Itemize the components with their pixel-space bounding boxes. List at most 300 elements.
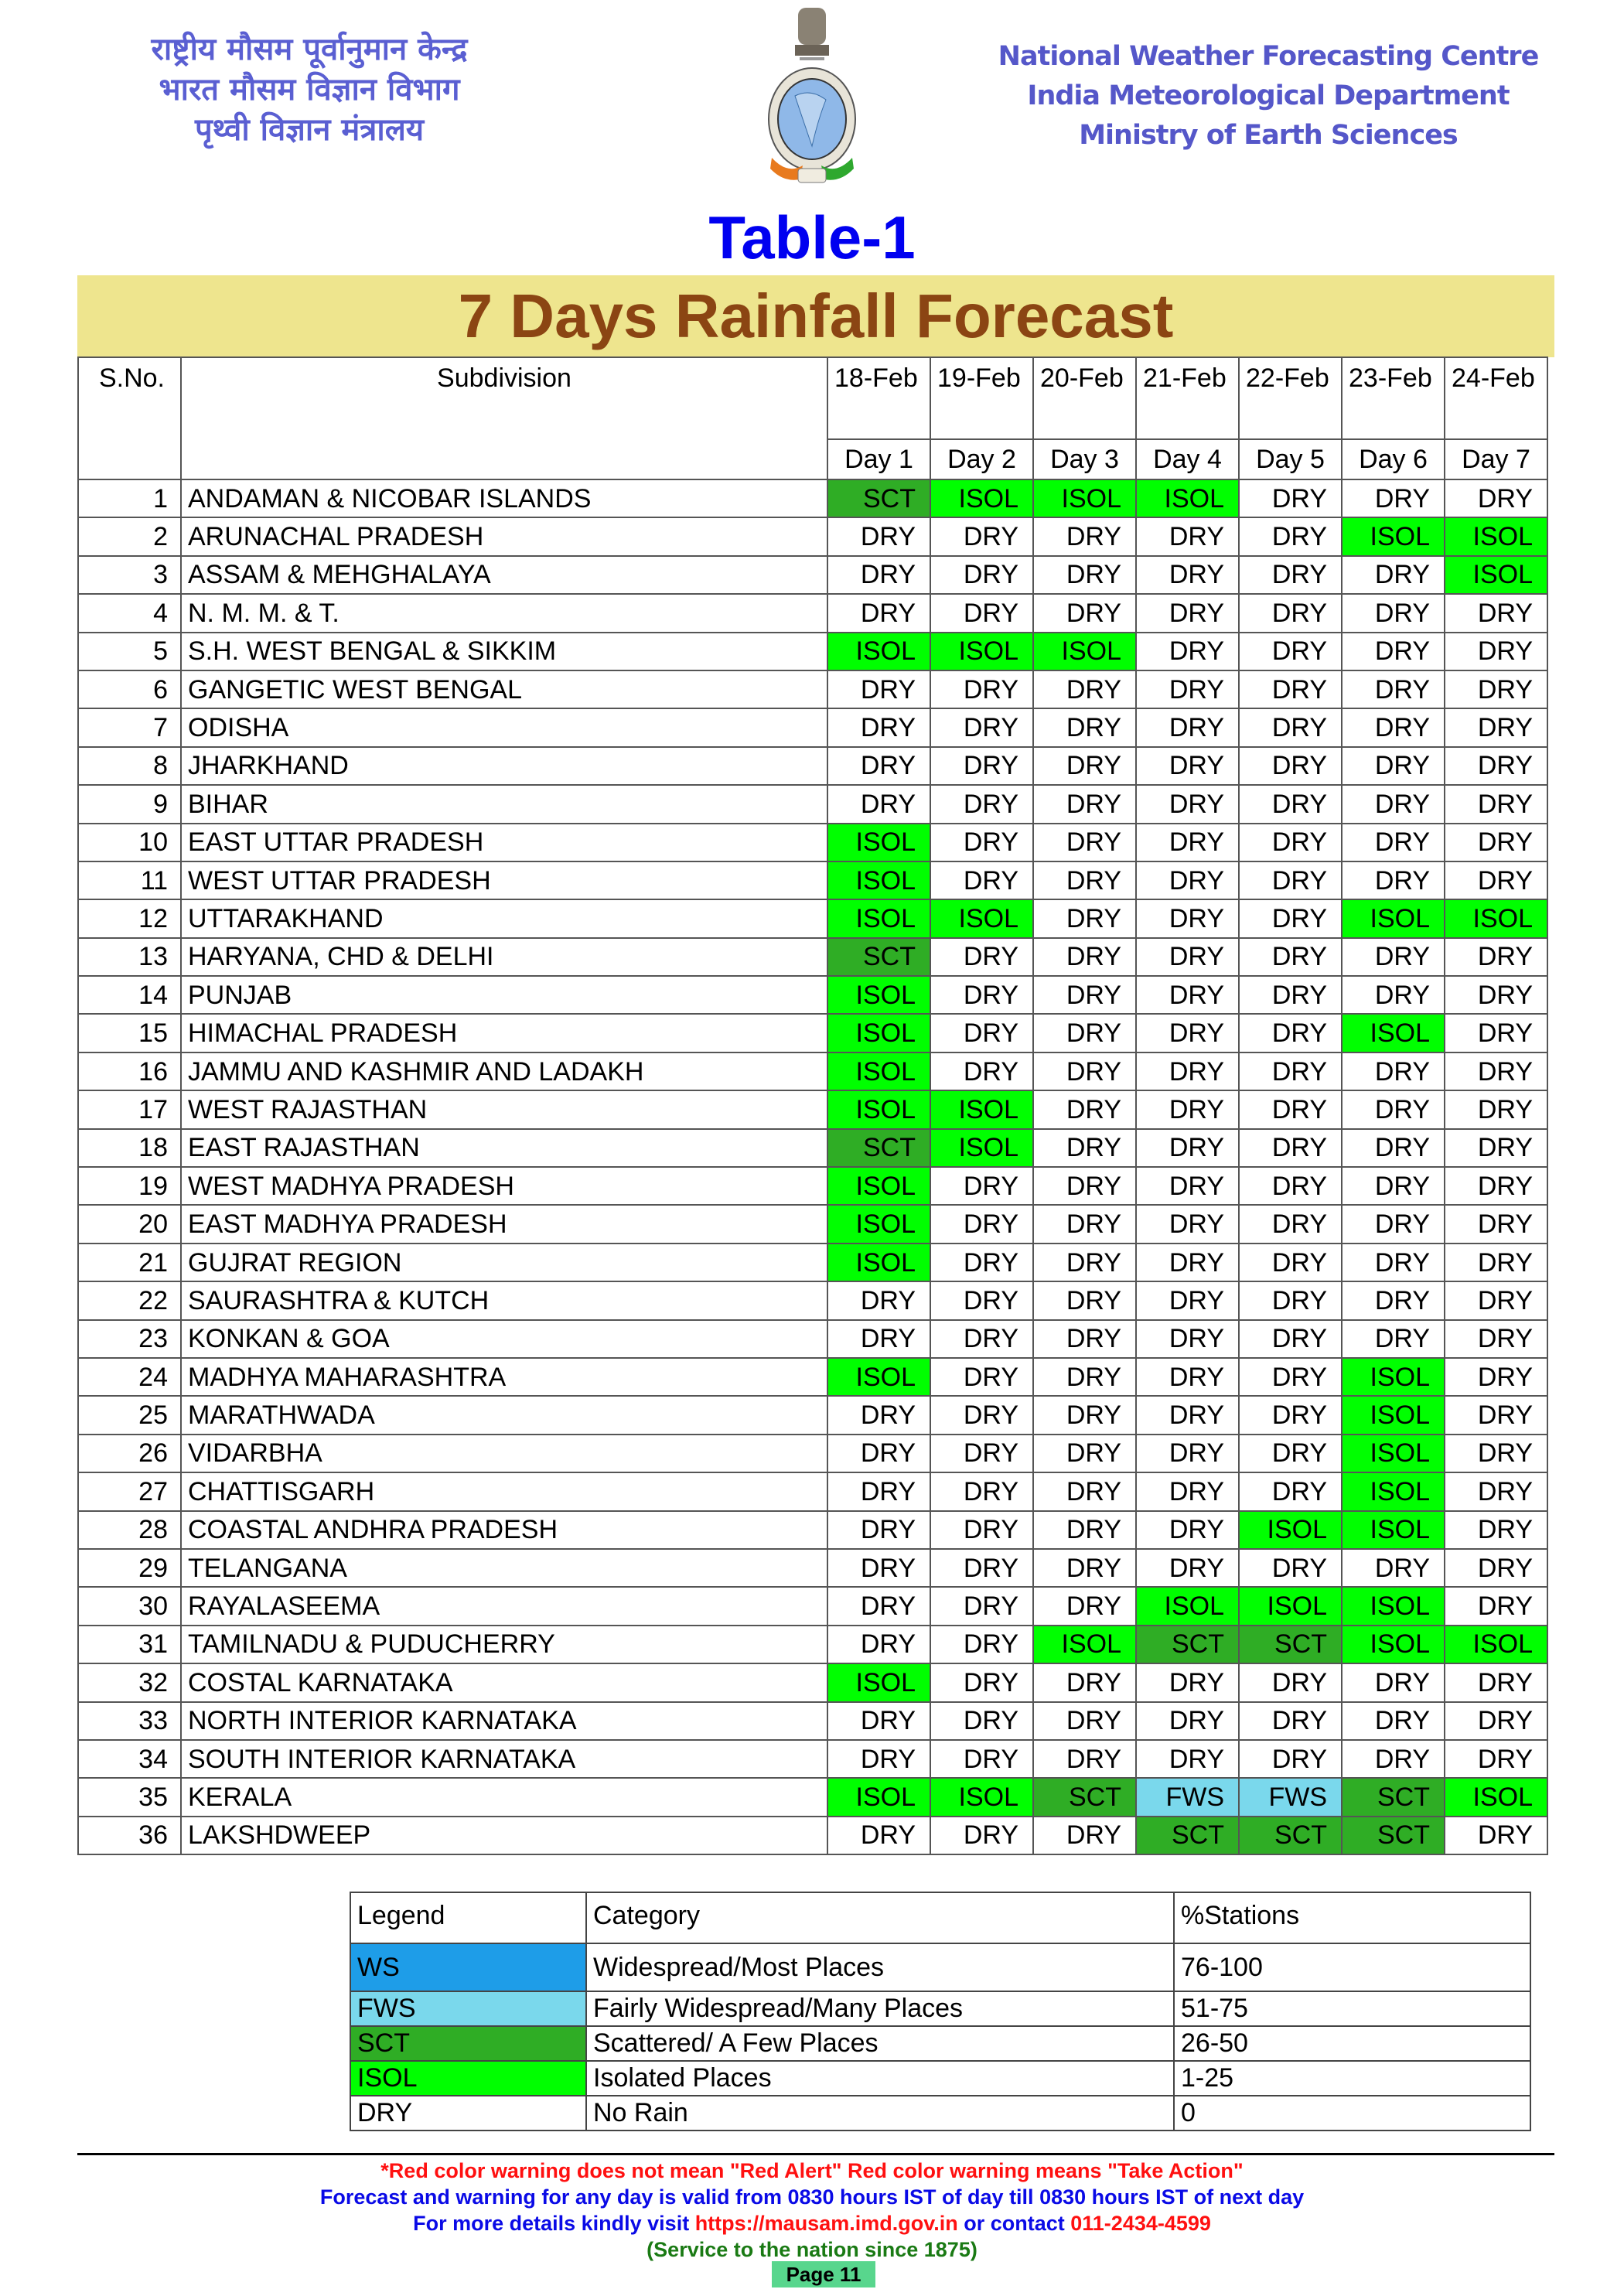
forecast-cell: DRY [1033,1358,1136,1396]
forecast-cell: DRY [930,1014,1033,1052]
row-subdivision: EAST MADHYA PRADESH [181,1205,827,1243]
forecast-cell: DRY [1239,594,1342,632]
forecast-cell: DRY [1239,479,1342,517]
forecast-cell: DRY [1445,1167,1547,1205]
row-sno: 19 [78,1167,181,1205]
forecast-cell: ISOL [930,899,1033,937]
forecast-cell: ISOL [1136,1587,1239,1625]
forecast-cell: DRY [1033,1435,1136,1472]
forecast-cell: DRY [1445,1435,1547,1472]
forecast-cell: ISOL [930,1129,1033,1167]
forecast-cell: DRY [827,708,930,746]
forecast-cell: DRY [1033,556,1136,594]
forecast-cell: DRY [1136,747,1239,785]
row-subdivision: MADHYA MAHARASHTRA [181,1358,827,1396]
forecast-cell: DRY [1033,1740,1136,1778]
forecast-cell: DRY [1136,1090,1239,1128]
legend-header-row [350,1892,1530,1943]
forecast-cell: DRY [1239,1244,1342,1281]
footer-details [0,2210,1624,2236]
forecast-cell: DRY [1445,1129,1547,1167]
forecast-cell: ISOL [827,1090,930,1128]
forecast-cell: ISOL [827,824,930,861]
legend-category: Fairly Widespread/Many Places [586,1991,1174,2026]
table-row [78,1090,1547,1128]
forecast-cell: DRY [930,1511,1033,1549]
footer-details-prefix: For more details kindly visit [413,2212,695,2235]
row-sno: 8 [78,747,181,785]
forecast-cell: DRY [1342,785,1445,823]
col-header-day: Day 2 [930,439,1033,479]
banner-title: 7 Days Rainfall Forecast [458,281,1174,350]
forecast-cell: DRY [1136,556,1239,594]
col-header-day: Day 3 [1033,439,1136,479]
forecast-cell: DRY [827,1472,930,1510]
forecast-cell: DRY [1342,1244,1445,1281]
forecast-cell: DRY [930,1167,1033,1205]
forecast-cell: ISOL [1033,1626,1136,1663]
forecast-cell: SCT [1239,1817,1342,1854]
forecast-cell: DRY [1033,1205,1136,1243]
forecast-cell: DRY [930,1244,1033,1281]
table-row [78,1167,1547,1205]
row-subdivision: EAST UTTAR PRADESH [181,824,827,861]
forecast-cell: DRY [1136,1244,1239,1281]
row-subdivision: WEST UTTAR PRADESH [181,861,827,899]
imd-emblem-icon [764,3,860,186]
col-header-day: Day 1 [827,439,930,479]
forecast-cell: DRY [1033,1817,1136,1854]
table-row [78,479,1547,517]
col-header-date: 20-Feb [1033,357,1136,439]
forecast-cell: ISOL [827,1167,930,1205]
forecast-cell: DRY [1033,938,1136,976]
forecast-cell: DRY [930,1626,1033,1663]
forecast-cell: DRY [1033,1281,1136,1319]
row-subdivision: KERALA [181,1778,827,1816]
forecast-cell: DRY [827,1281,930,1319]
row-subdivision: ASSAM & MEHGHALAYA [181,556,827,594]
english-line-2: India Meteorological Department [1027,80,1510,111]
forecast-cell: DRY [827,1817,930,1854]
forecast-cell: DRY [1445,938,1547,976]
table-row [78,1626,1547,1663]
row-subdivision: CHATTISGARH [181,1472,827,1510]
forecast-cell: DRY [1445,1587,1547,1625]
footer-warning: *Red color warning does not mean "Red Alert" Red color warning means "Take Action" [380,2159,1244,2182]
forecast-cell: DRY [827,594,930,632]
table-row [78,1549,1547,1587]
forecast-cell: DRY [1342,479,1445,517]
col-header-day: Day 5 [1239,439,1342,479]
forecast-cell: DRY [1033,785,1136,823]
forecast-cell: DRY [1445,747,1547,785]
table-row [78,1511,1547,1549]
forecast-cell: DRY [1239,1435,1342,1472]
table-row [78,938,1547,976]
forecast-cell: DRY [827,1396,930,1434]
row-subdivision: JAMMU AND KASHMIR AND LADAKH [181,1052,827,1090]
forecast-cell: DRY [1239,747,1342,785]
forecast-cell: DRY [930,594,1033,632]
forecast-cell: DRY [827,1320,930,1358]
row-subdivision: HIMACHAL PRADESH [181,1014,827,1052]
forecast-cell: ISOL [827,1052,930,1090]
forecast-cell: FWS [1239,1778,1342,1816]
forecast-cell: DRY [1033,670,1136,708]
header-date-row [78,357,1547,439]
forecast-cell: DRY [1239,633,1342,670]
forecast-cell: DRY [1033,1090,1136,1128]
legend-stations: 76-100 [1174,1943,1530,1991]
row-sno: 7 [78,708,181,746]
row-sno: 23 [78,1320,181,1358]
forecast-cell: DRY [1033,1244,1136,1281]
forecast-cell: DRY [1445,1358,1547,1396]
forecast-cell: DRY [1445,1244,1547,1281]
row-subdivision: GUJRAT REGION [181,1244,827,1281]
forecast-cell: DRY [1445,594,1547,632]
forecast-cell: DRY [930,938,1033,976]
forecast-cell: DRY [1342,1549,1445,1587]
legend-row [350,2026,1530,2061]
table-row [78,1281,1547,1319]
footer-validity: Forecast and warning for any day is valid from 0830 hours IST of day till 0830 hours IST of next day [319,2185,1305,2209]
forecast-cell: DRY [1239,1167,1342,1205]
forecast-cell: DRY [1239,670,1342,708]
col-header-date: 23-Feb [1342,357,1445,439]
table-row [78,1778,1547,1816]
table-row [78,785,1547,823]
forecast-cell: DRY [1033,824,1136,861]
forecast-cell: DRY [1239,1052,1342,1090]
forecast-cell: DRY [1033,1472,1136,1510]
legend-code-swatch: DRY [350,2096,586,2131]
forecast-cell: DRY [1342,824,1445,861]
forecast-cell: DRY [930,976,1033,1014]
forecast-cell: DRY [827,1587,930,1625]
forecast-cell: ISOL [930,1090,1033,1128]
row-sno: 24 [78,1358,181,1396]
forecast-cell: DRY [1239,1129,1342,1167]
col-header-sno: S.No. [78,357,181,479]
forecast-cell: ISOL [827,1205,930,1243]
col-header-day: Day 6 [1342,439,1445,479]
forecast-cell: ISOL [1136,479,1239,517]
hindi-line-2: भारत मौसम विज्ञान विभाग [159,72,460,107]
forecast-cell: DRY [1033,1167,1136,1205]
legend-row [350,2096,1530,2131]
table-row [78,1358,1547,1396]
forecast-cell: DRY [1445,1281,1547,1319]
forecast-cell: DRY [827,670,930,708]
forecast-cell: DRY [1033,1549,1136,1587]
forecast-cell: DRY [930,824,1033,861]
table-row [78,1587,1547,1625]
forecast-cell: ISOL [1342,517,1445,555]
row-subdivision: ARUNACHAL PRADESH [181,517,827,555]
forecast-cell: DRY [827,1626,930,1663]
forecast-cell: DRY [827,1702,930,1740]
forecast-cell: DRY [1033,1663,1136,1701]
row-sno: 32 [78,1663,181,1701]
forecast-cell: DRY [1445,708,1547,746]
col-header-day: Day 7 [1445,439,1547,479]
forecast-cell: DRY [1342,1281,1445,1319]
forecast-cell: DRY [1136,1740,1239,1778]
forecast-cell: DRY [1033,1702,1136,1740]
forecast-cell: DRY [1342,670,1445,708]
forecast-cell: DRY [930,670,1033,708]
table-row [78,708,1547,746]
forecast-cell: DRY [1445,670,1547,708]
forecast-cell: ISOL [1033,479,1136,517]
forecast-cell: DRY [1239,785,1342,823]
forecast-cell: DRY [1136,1511,1239,1549]
forecast-cell: DRY [1342,633,1445,670]
forecast-cell: DRY [1033,708,1136,746]
forecast-cell: ISOL [827,633,930,670]
forecast-cell: DRY [1445,1702,1547,1740]
hindi-org-name [93,29,526,150]
forecast-cell: DRY [1136,1129,1239,1167]
row-sno: 21 [78,1244,181,1281]
forecast-cell: DRY [1239,938,1342,976]
forecast-cell: DRY [1136,517,1239,555]
table-row [78,976,1547,1014]
row-subdivision: WEST RAJASTHAN [181,1090,827,1128]
forecast-cell: DRY [1445,1472,1547,1510]
row-subdivision: EAST RAJASTHAN [181,1129,827,1167]
forecast-cell: DRY [930,708,1033,746]
legend-stations: 0 [1174,2096,1530,2131]
table-title: Table-1 [708,203,916,271]
forecast-cell: DRY [1445,1549,1547,1587]
forecast-cell: DRY [930,556,1033,594]
forecast-cell: DRY [1033,1587,1136,1625]
forecast-cell: ISOL [930,1778,1033,1816]
forecast-cell: DRY [1239,1205,1342,1243]
row-sno: 28 [78,1511,181,1549]
forecast-cell: DRY [1033,861,1136,899]
col-header-subdivision: Subdivision [181,357,827,479]
forecast-cell: ISOL [930,633,1033,670]
row-sno: 25 [78,1396,181,1434]
forecast-cell: DRY [1445,1396,1547,1434]
row-subdivision: COASTAL ANDHRA PRADESH [181,1511,827,1549]
forecast-cell: DRY [1445,1205,1547,1243]
legend-header-legend: Legend [350,1892,586,1943]
forecast-cell: DRY [1136,1052,1239,1090]
forecast-cell: DRY [1136,594,1239,632]
forecast-cell: DRY [930,1472,1033,1510]
forecast-cell: ISOL [827,1778,930,1816]
forecast-cell: DRY [1136,824,1239,861]
forecast-cell: DRY [827,517,930,555]
row-sno: 2 [78,517,181,555]
forecast-cell: DRY [1136,1702,1239,1740]
col-header-date: 24-Feb [1445,357,1547,439]
row-sno: 13 [78,938,181,976]
forecast-cell: DRY [827,785,930,823]
table-row [78,1244,1547,1281]
col-header-date: 18-Feb [827,357,930,439]
table-row [78,1014,1547,1052]
forecast-cell: DRY [1342,1052,1445,1090]
forecast-cell: DRY [827,1740,930,1778]
hindi-line-1: राष्ट्रीय मौसम पूर्वानुमान केन्द्र [151,32,468,67]
forecast-cell: DRY [1136,670,1239,708]
table-row [78,1740,1547,1778]
banner [77,275,1554,357]
forecast-cell: DRY [1239,1014,1342,1052]
row-sno: 29 [78,1549,181,1587]
table-row [78,824,1547,861]
table-row [78,670,1547,708]
legend-code-swatch: FWS [350,1991,586,2026]
forecast-cell: DRY [1136,938,1239,976]
forecast-cell: DRY [1033,594,1136,632]
forecast-cell: ISOL [1342,1435,1445,1472]
forecast-cell: DRY [1136,1435,1239,1472]
row-sno: 17 [78,1090,181,1128]
forecast-cell: DRY [1136,1167,1239,1205]
forecast-cell: DRY [1239,824,1342,861]
row-sno: 18 [78,1129,181,1167]
row-sno: 1 [78,479,181,517]
forecast-cell: DRY [1136,1358,1239,1396]
forecast-cell: DRY [1342,938,1445,976]
row-sno: 6 [78,670,181,708]
english-line-1: National Weather Forecasting Centre [998,41,1539,72]
hindi-line-3: पृथ्वी विज्ञान मंत्रालय [194,112,425,148]
forecast-cell: DRY [1033,899,1136,937]
forecast-cell: DRY [930,747,1033,785]
forecast-cell: DRY [1033,1320,1136,1358]
forecast-cell: DRY [930,785,1033,823]
forecast-cell: DRY [827,1435,930,1472]
forecast-cell: DRY [1342,1129,1445,1167]
row-sno: 33 [78,1702,181,1740]
forecast-cell: ISOL [827,899,930,937]
legend-stations: 1-25 [1174,2061,1530,2096]
forecast-cell: SCT [1136,1626,1239,1663]
forecast-cell: SCT [1342,1778,1445,1816]
forecast-cell: DRY [930,1205,1033,1243]
forecast-cell: ISOL [1342,1587,1445,1625]
english-org-name [998,37,1539,155]
forecast-cell: SCT [827,938,930,976]
row-subdivision: SOUTH INTERIOR KARNATAKA [181,1740,827,1778]
forecast-cell: DRY [1239,1320,1342,1358]
forecast-cell: DRY [1239,1358,1342,1396]
forecast-cell: DRY [930,1435,1033,1472]
forecast-cell: DRY [1239,1472,1342,1510]
forecast-cell: DRY [1239,517,1342,555]
table-row [78,1435,1547,1472]
forecast-cell: DRY [1033,976,1136,1014]
forecast-cell: DRY [1136,1549,1239,1587]
forecast-cell: DRY [1342,1205,1445,1243]
forecast-cell: DRY [930,1817,1033,1854]
forecast-cell: ISOL [827,1358,930,1396]
forecast-cell: DRY [1342,747,1445,785]
forecast-cell: SCT [1342,1817,1445,1854]
row-subdivision: S.H. WEST BENGAL & SIKKIM [181,633,827,670]
forecast-cell: DRY [1342,861,1445,899]
forecast-cell: ISOL [1342,1511,1445,1549]
forecast-cell: DRY [1239,1740,1342,1778]
forecast-cell: DRY [1033,517,1136,555]
forecast-cell: DRY [1445,1014,1547,1052]
forecast-cell: ISOL [827,976,930,1014]
row-sno: 27 [78,1472,181,1510]
forecast-cell: DRY [1136,708,1239,746]
row-subdivision: LAKSHDWEEP [181,1817,827,1854]
forecast-cell: DRY [1136,861,1239,899]
forecast-cell: ISOL [1342,1472,1445,1510]
forecast-cell: DRY [930,861,1033,899]
forecast-cell: DRY [1342,1740,1445,1778]
forecast-cell: ISOL [1445,1778,1547,1816]
forecast-cell: DRY [1445,1663,1547,1701]
forecast-cell: DRY [1445,861,1547,899]
forecast-cell: ISOL [1342,1014,1445,1052]
row-subdivision: BIHAR [181,785,827,823]
forecast-cell: DRY [1136,1205,1239,1243]
row-sno: 35 [78,1778,181,1816]
row-sno: 11 [78,861,181,899]
row-subdivision: ODISHA [181,708,827,746]
forecast-cell: ISOL [1445,517,1547,555]
legend-category: Widespread/Most Places [586,1943,1174,1991]
row-sno: 3 [78,556,181,594]
table-row [78,1817,1547,1854]
forecast-cell: DRY [930,1358,1033,1396]
row-sno: 22 [78,1281,181,1319]
row-subdivision: N. M. M. & T. [181,594,827,632]
forecast-cell: SCT [1136,1817,1239,1854]
table-row [78,1052,1547,1090]
forecast-cell: DRY [930,1663,1033,1701]
page-number-badge: Page 11 [772,2261,875,2287]
table-row [78,1472,1547,1510]
legend-category: Isolated Places [586,2061,1174,2096]
forecast-cell: ISOL [827,1014,930,1052]
row-sno: 30 [78,1587,181,1625]
legend-row [350,1991,1530,2026]
forecast-cell: DRY [1445,976,1547,1014]
row-sno: 26 [78,1435,181,1472]
row-subdivision: TAMILNADU & PUDUCHERRY [181,1626,827,1663]
forecast-cell: SCT [1239,1626,1342,1663]
forecast-cell: DRY [1033,1052,1136,1090]
forecast-cell: DRY [1136,1281,1239,1319]
forecast-cell: DRY [1033,1014,1136,1052]
row-subdivision: VIDARBHA [181,1435,827,1472]
forecast-cell: DRY [1445,1320,1547,1358]
forecast-cell: DRY [1136,976,1239,1014]
forecast-cell: DRY [1033,1129,1136,1167]
footer-url-link[interactable]: https://mausam.imd.gov.in [694,2212,958,2235]
table-row [78,1396,1547,1434]
forecast-cell: ISOL [1239,1587,1342,1625]
forecast-cell: DRY [930,1740,1033,1778]
forecast-cell: DRY [1136,1663,1239,1701]
forecast-cell: SCT [827,1129,930,1167]
forecast-table [77,357,1548,1855]
forecast-cell: DRY [1342,556,1445,594]
